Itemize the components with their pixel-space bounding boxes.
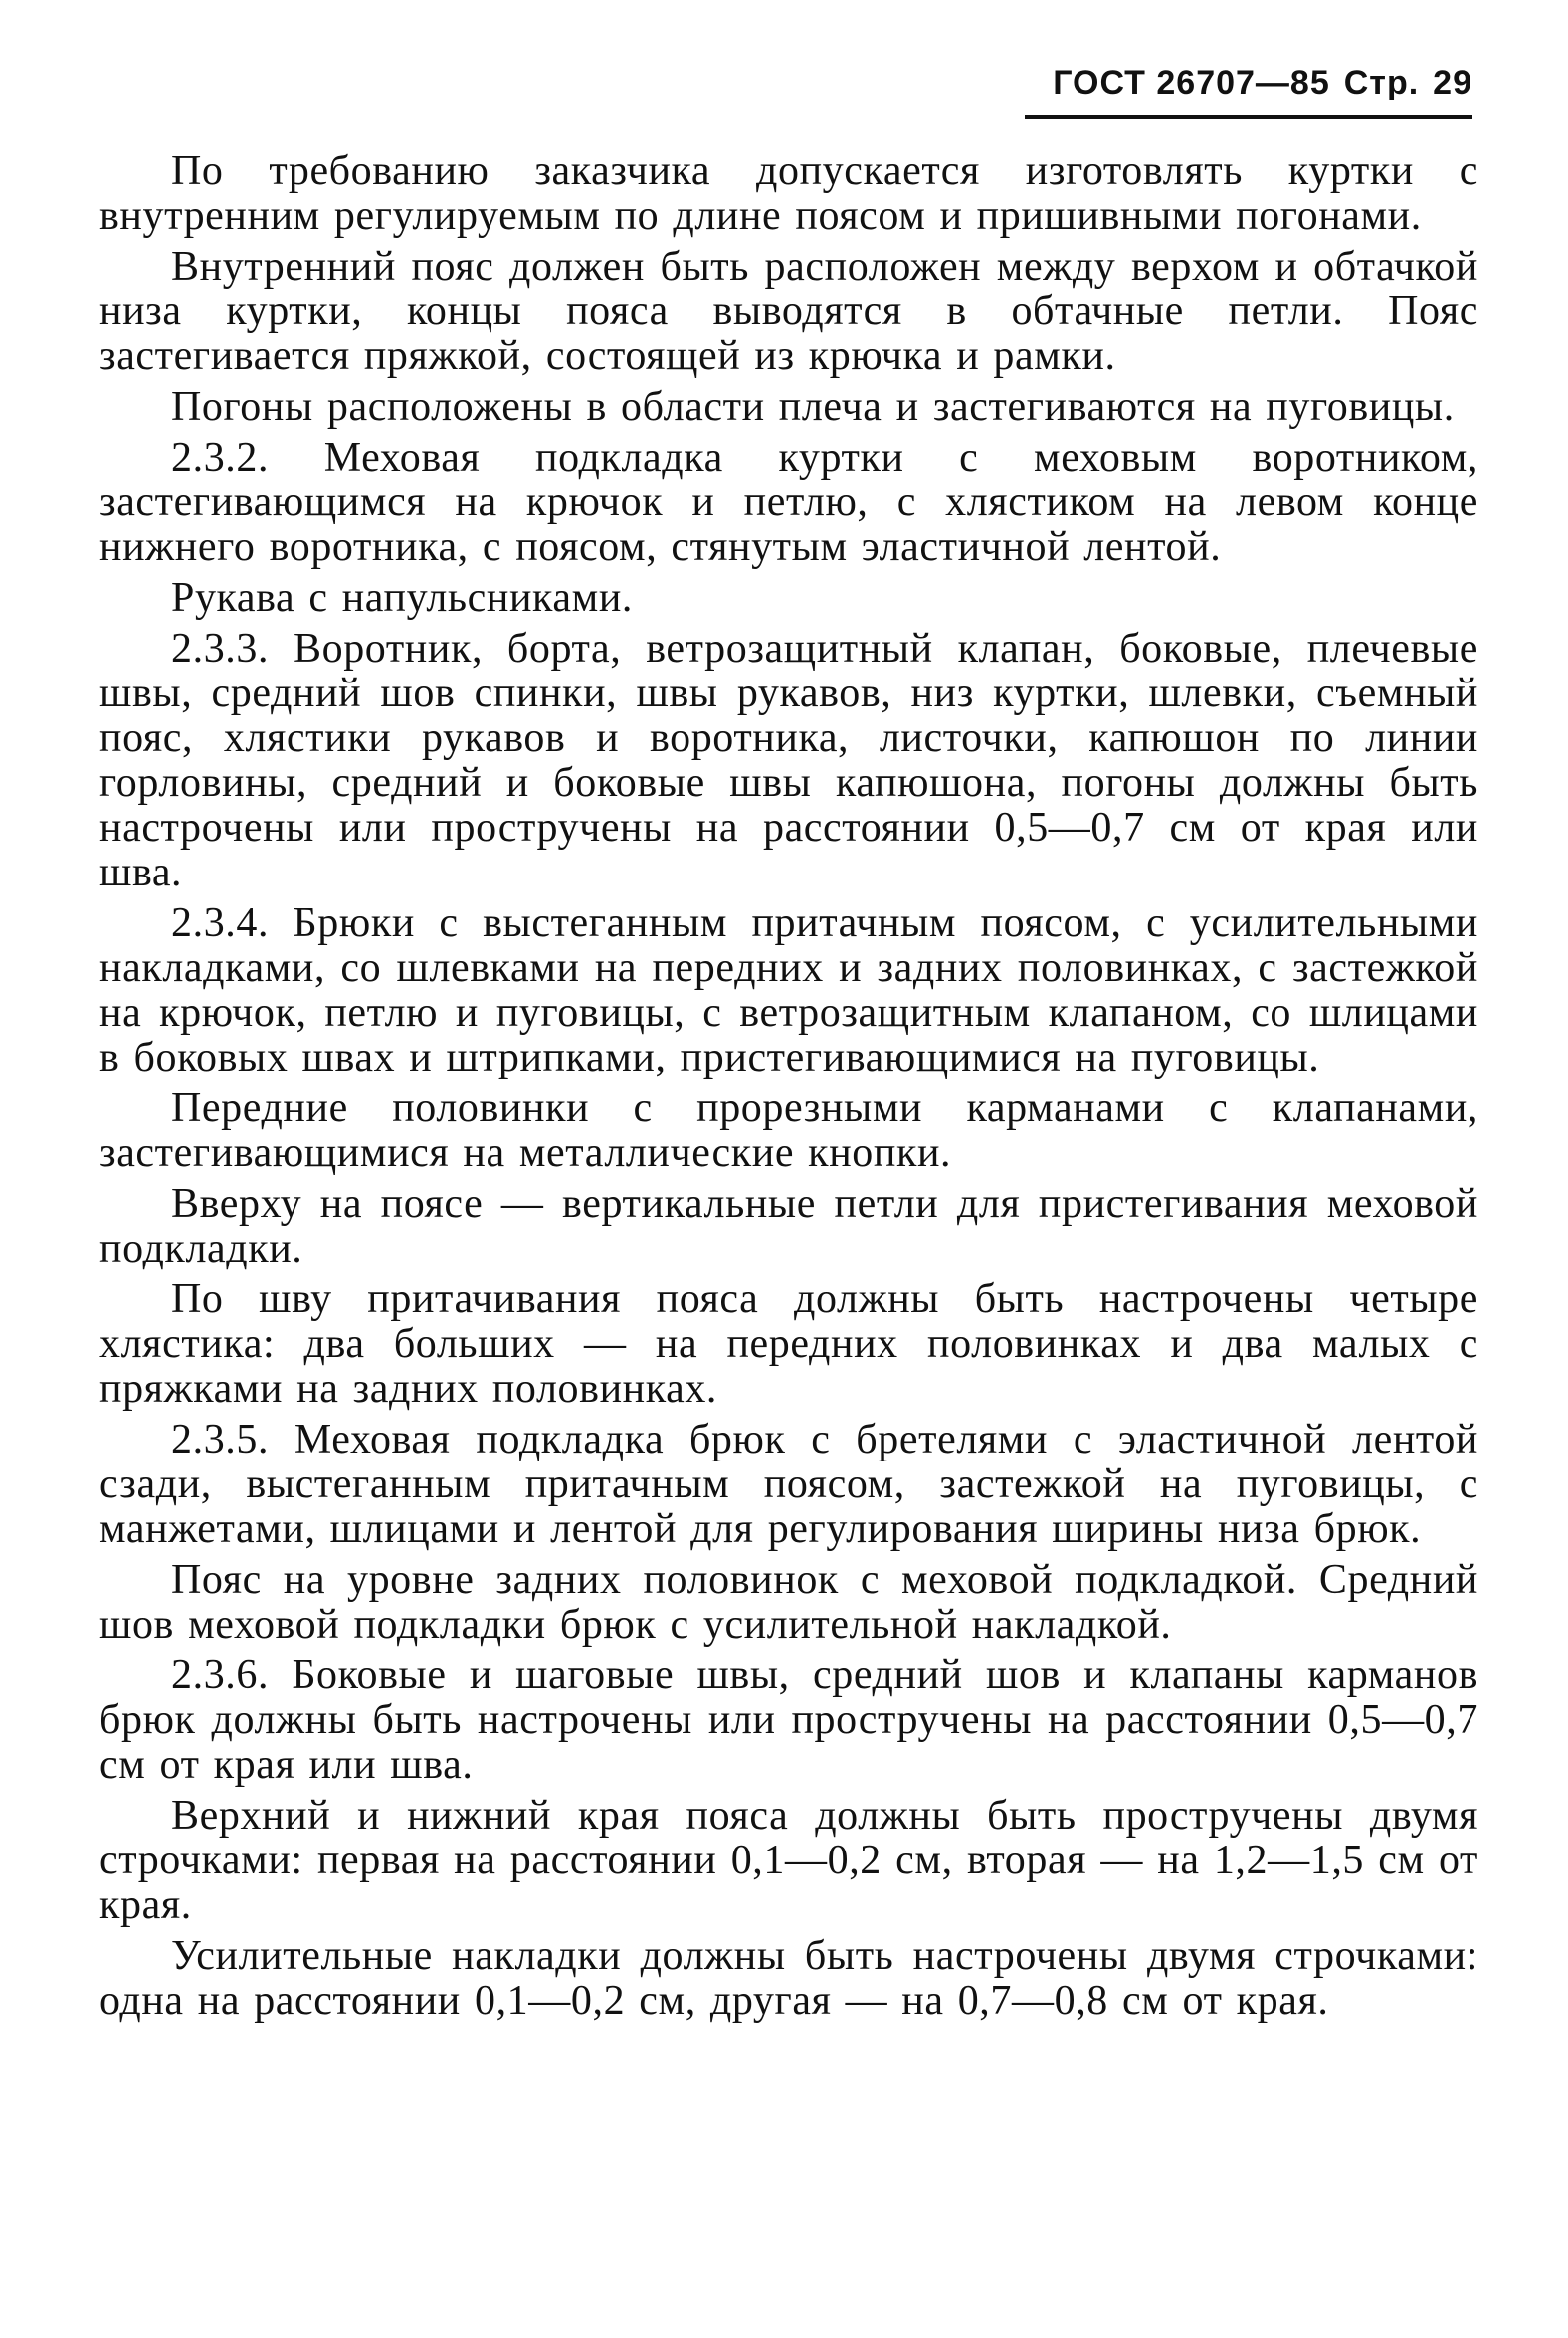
paragraph: Погоны расположены в области плеча и застегиваются на пуговицы. <box>171 384 1455 430</box>
paragraph: Внутренний пояс должен быть расположен между верхом и обтачкой низа куртки, концы пояса выводятся в обтачные петли. Пояс застегивается пряжкой, состоящей из крючка и рамки. <box>99 244 1478 379</box>
paragraph: Усилительные накладки должны быть настрочены двумя строчками: одна на расстоянии 0,1—0,2 см, другая — на 0,7—0,8 см от края. <box>99 1933 1478 2024</box>
paragraph: 2.3.3. Воротник, борта, ветрозащитный клапан, боковые, плечевые швы, средний шов спинки, швы рукавов, низ куртки, шлевки, съемный пояс, хлястики рукавов и воротника, листочки, капюшон по линии горловины, средний и боковые швы капюшона, погоны должны быть настрочены или простручены на расстоянии 0,5—0,7 см от края или шва. <box>99 626 1478 895</box>
paragraph: 2.3.5. Меховая подкладка брюк с бретелями с эластичной лентой сзади, выстеганным притачным поясом, застежкой на пуговицы, с манжетами, шлицами и лентой для регулирования ширины низа брюк. <box>99 1417 1478 1552</box>
paragraph: 2.3.6. Боковые и шаговые швы, средний шов и клапаны карманов брюк должны быть настрочены или простручены на расстоянии 0,5—0,7 см от края или шва. <box>99 1653 1478 1788</box>
paragraph: Рукава с напульсниками. <box>171 575 633 621</box>
page-number: 29 <box>1433 64 1472 101</box>
paragraph: Передние половинки с прорезными карманами с клапанами, застегивающимися на металлические кнопки. <box>99 1085 1478 1176</box>
paragraph: Вверху на поясе — вертикальные петли для пристегивания меховой подкладки. <box>99 1181 1478 1271</box>
running-header <box>1053 64 1472 102</box>
header-rule <box>1025 115 1472 119</box>
paragraph: Верхний и нижний края пояса должны быть простручены двумя строчками: первая на расстоянии 0,1—0,2 см, вторая — на 1,2—1,5 см от края. <box>99 1793 1478 1928</box>
page-label: Стр. <box>1343 64 1420 101</box>
paragraph: По требованию заказчика допускается изготовлять куртки с внутренним регулируемым по длине поясом и пришивными погонами. <box>99 148 1478 239</box>
paragraph: 2.3.2. Меховая подкладка куртки с меховым воротником, застегивающимся на крючок и петлю, с хлястиком на левом конце нижнего воротника, с поясом, стянутым эластичной лентой. <box>99 435 1478 570</box>
paragraph: 2.3.4. Брюки с выстеганным притачным поясом, с усилительными накладками, со шлевками на передних и задних половинках, с застежкой на крючок, петлю и пуговицы, с ветрозащитным клапаном, со шлицами в боковых швах и штрипками, пристегивающимися на пуговицы. <box>99 900 1478 1080</box>
standard-number: ГОСТ 26707—85 <box>1053 64 1330 101</box>
paragraph: По шву притачивания пояса должны быть настрочены четыре хлястика: два больших — на передних половинках и два малых с пряжками на задних половинках. <box>99 1276 1478 1412</box>
body-text <box>99 149 1478 2024</box>
paragraph: Пояс на уровне задних половинок с меховой подкладкой. Средний шов меховой подкладки брюк с усилительной накладкой. <box>99 1557 1478 1648</box>
